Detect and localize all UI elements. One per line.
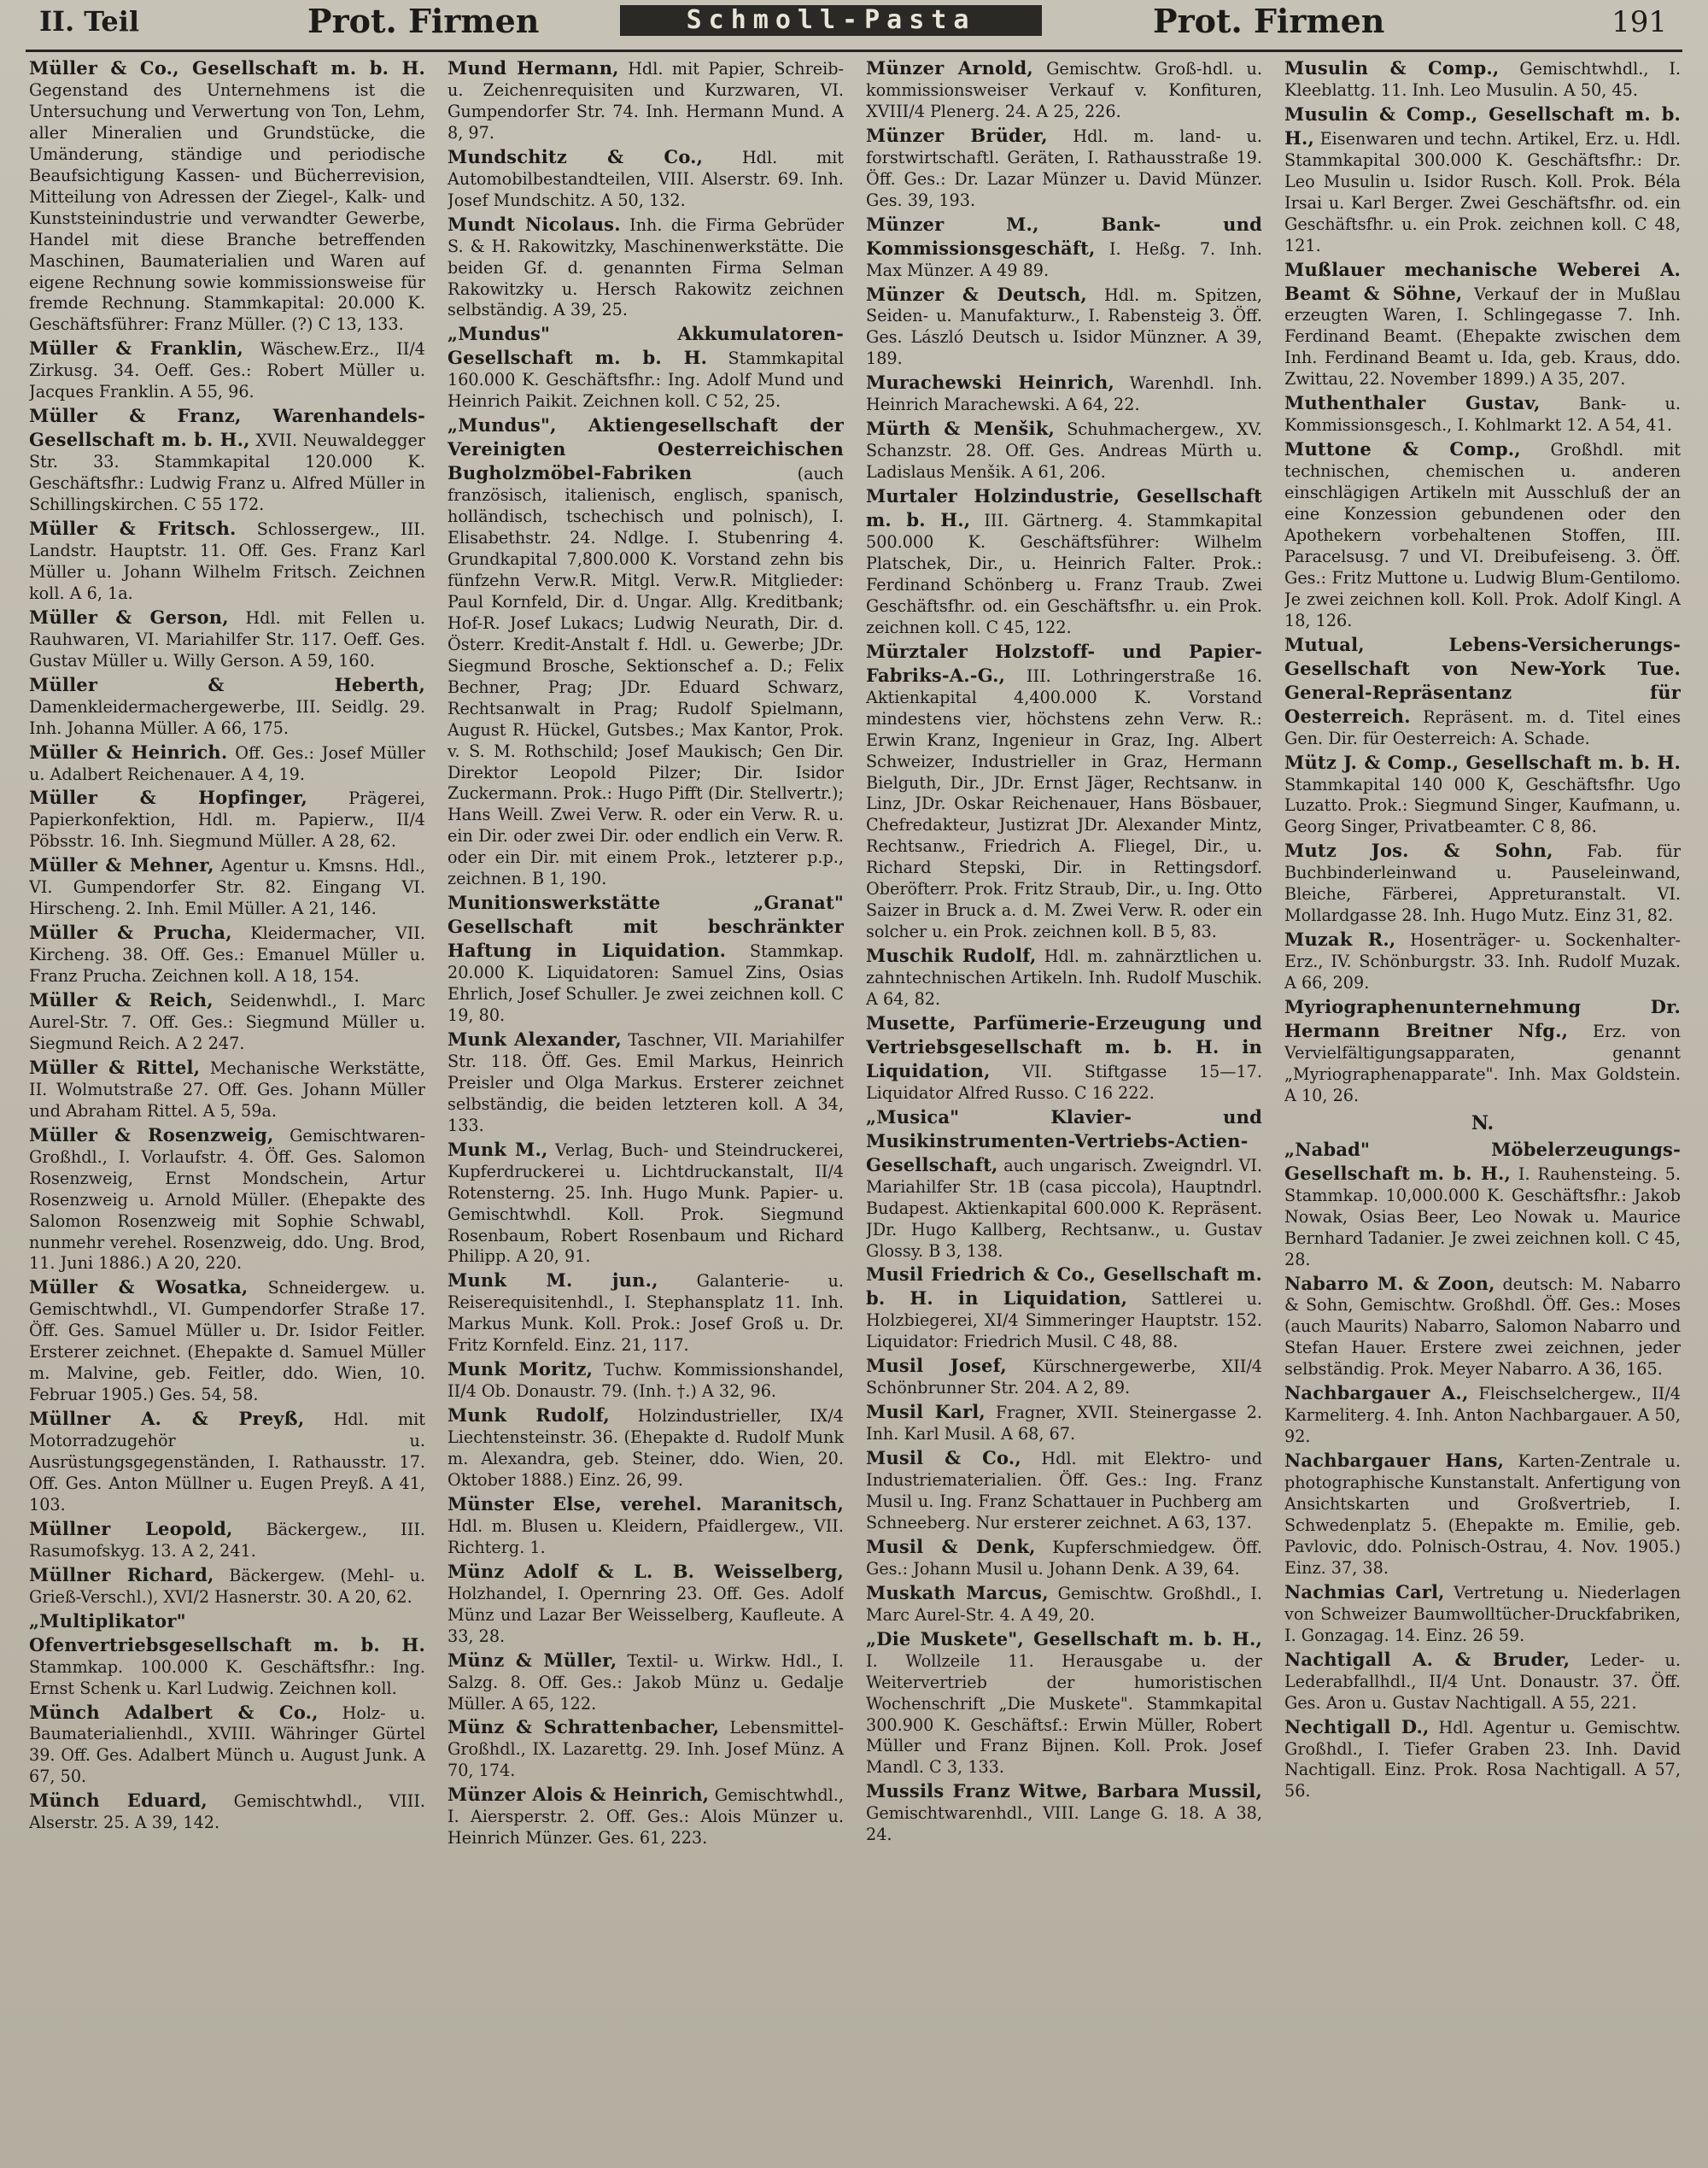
section-letter: N. bbox=[1471, 1111, 1494, 1134]
firm-details: Schlossergew., III. Landstr. Hauptstr. 11. Off. Ges. Franz Karl Müller u. Johann Wilhelm Fritsch. Zeichnen koll. A 6, 1a. bbox=[29, 519, 425, 603]
firm-details: Agentur u. Kmsns. Hdl., VI. Gumpendorfer Str. 82. Eingang VI. Hirscheng. 2. Inh. Emil Müller. A 21, 146. bbox=[29, 856, 425, 919]
firm-details: Schneidergew. u. Gemischtwhdl., VI. Gumpendorfer Straße 17. Öff. Ges. Samuel Müller u. Dr. Isidor Feitler. Ersterer zeichnet. (Ehepakte d. Samuel Müller m. Malvine, geb. Feitler, ddo. Wien, 10. Februar 1905.) Ges. 54, 58. bbox=[29, 1278, 425, 1405]
firm-details: Hosenträger- u. Sockenhalter-Erz., IV. Schönburgstr. 33. Inh. Rudolf Muzak. A 66, 209. bbox=[1284, 930, 1681, 993]
directory-entry bbox=[866, 1105, 1262, 1263]
firm-name: Musil Friedrich & Co., Gesellschaft m. b. H. in Liquidation, bbox=[866, 1263, 1262, 1310]
firm-name: Müller & Franz, Warenhandels-Gesellschaft m. b. H., bbox=[29, 405, 425, 451]
firm-name: Musil Josef, bbox=[866, 1355, 1007, 1377]
directory-entry bbox=[1284, 633, 1681, 750]
firm-details: Hdl. mit Fellen u. Rauhwaren, VI. Mariahilfer Str. 117. Oeff. Ges. Gustav Müller u. Willy Gerson. A 59, 160. bbox=[29, 607, 425, 671]
directory-entry bbox=[866, 484, 1262, 639]
directory-entry bbox=[29, 786, 425, 853]
directory-entry bbox=[29, 1275, 425, 1406]
directory-entry bbox=[1284, 1580, 1681, 1647]
firm-details: Gemischtw. Groß-hdl. u. kommissionsweiser Verkauf v. Konfituren, XVIII/4 Plenerg. 24. A 25, 226. bbox=[866, 59, 1262, 121]
firm-details: Damenkleidermachergewerbe, III. Seidlg. 29. Inh. Johanna Müller. A 66, 175. bbox=[29, 696, 425, 738]
firm-details: Bäckergew. (Mehl- u. Grieß-Verschl.), XVI/2 Hasnerstr. 30. A 20, 62. bbox=[29, 1565, 425, 1607]
directory-entry bbox=[447, 413, 844, 890]
firm-name: Müllner Leopold, bbox=[29, 1517, 233, 1539]
firm-name: Mutz Jos. & Sohn, bbox=[1284, 840, 1553, 862]
directory-entry bbox=[29, 1563, 425, 1608]
directory-entry bbox=[1284, 391, 1681, 437]
firm-name: „Mundus", Aktiengesellschaft der Vereinigten Oesterreichischen Bugholzmöbel-Fabriken bbox=[447, 414, 844, 484]
firm-details: Eisenwaren und techn. Artikel, Erz. u. Hdl. Stammkapital 300.000 K. Geschäftsfhr.: Dr. Leo Musulin u. Isidor Rusch. Koll. Prok. Béla Irsai u. Karl Berger. Zwei Geschäftsfhr. od. ein Geschäftsfhr. u. ein Prok. zeichnen koll. C 48, 121. bbox=[1284, 128, 1681, 255]
firm-details: Prägerei, Papierkonfektion, Hdl. m. Papierw., II/4 Pöbsstr. 16. Inh. Siegmund Müller. A 28, 62. bbox=[29, 788, 425, 852]
directory-entry bbox=[1284, 258, 1681, 391]
firm-details: VII. Stiftgasse 15—17. Liquidator Alfred Russo. C 16 222. bbox=[866, 1061, 1262, 1103]
firm-name: Muschik Rudolf, bbox=[866, 945, 1037, 967]
firm-details: Verkauf der in Mußlau erzeugten Waren, I. Schlingegasse 7. Inh. Ferdinand Beamt. (Ehepakte zwischen dem Inh. Ferdinand Beamt u. Ida, geb. Kraus, ddo. Zwittau, 22. November 1899.) A 35, 207. bbox=[1284, 284, 1681, 390]
directory-entry bbox=[29, 56, 425, 336]
columns bbox=[29, 56, 1681, 2158]
firm-name: Mundschitz & Co., bbox=[447, 145, 704, 167]
page-number: 191 bbox=[1611, 5, 1667, 39]
firm-name: Müller & Hopfinger, bbox=[29, 787, 307, 809]
directory-entry bbox=[1284, 1648, 1681, 1714]
firm-name: Mutual, Lebens-Versicherungs-Gesellschaft von New-York Tue. General-Repräsentanz für Oesterreich. bbox=[1284, 633, 1681, 727]
page-header bbox=[0, 0, 1708, 48]
firm-name: Müller & Gerson, bbox=[29, 606, 229, 628]
firm-name: Müllner A. & Preyß, bbox=[29, 1408, 305, 1430]
column-1 bbox=[29, 56, 425, 2158]
firm-name: Müller & Mehner, bbox=[29, 854, 214, 876]
firm-details: Holzhandel, I. Opernring 23. Off. Ges. Adolf Münz und Lazar Ber Weisselberg, Kaufleute. A 33, 28. bbox=[447, 1583, 844, 1646]
directory-entry bbox=[447, 1649, 844, 1715]
directory-entry bbox=[29, 1517, 425, 1562]
firm-name: Munk M., bbox=[447, 1138, 548, 1160]
firm-details: Stammkapital 140 000 K, Geschäftsfhr. Ugo Luzatto. Prok.: Siegmund Singer, Kaufmann, u. Georg Singer, Privatbeamter. C 8, 86. bbox=[1284, 774, 1681, 837]
firm-details: Inh. die Firma Gebrüder S. & H. Rakowitzky, Maschinenwerkstätte. Die beiden Gf. d. genannten Firma Selman Rakowitzky u. Hersch Rakowitz zeichnen selbständig. A 39, 25. bbox=[447, 214, 844, 320]
firm-details: Gemischtw. Großhdl., I. Marc Aurel-Str. 4. A 49, 20. bbox=[866, 1583, 1262, 1625]
firm-details: Wäschew.Erz., II/4 Zirkusg. 34. Oeff. Ges.: Robert Müller u. Jacques Franklin. A 55, 96. bbox=[29, 339, 425, 402]
firm-details: I. Heßg. 7. Inh. Max Münzer. A 49 89. bbox=[866, 238, 1262, 280]
firm-details: Hdl. Agentur u. Gemischtw. Großhdl., I. Tiefer Graben 23. Inh. David Nachtigall. Einz. Prok. Rosa Nachtigall. A 57, 56. bbox=[1284, 1717, 1681, 1802]
directory-entry bbox=[1284, 437, 1681, 632]
firm-details: Galanterie- u. Reiserequisitenhdl., I. Stephansplatz 11. Inh. Markus Munk. Koll. Prok.: Josef Groß u. Dr. Fritz Kornfeld. Einz. 21, 117. bbox=[447, 1271, 844, 1356]
firm-details: Bäckergew., III. Rasumofskyg. 13. A 2, 241. bbox=[29, 1519, 425, 1561]
firm-details: Stammkapital 160.000 K. Geschäftsfhr.: Ing. Adolf Mund und Heinrich Paikit. Zeichnen koll. C 52, 25. bbox=[447, 349, 844, 412]
firm-details: Repräsent. m. d. Titel eines Gen. Dir. für Oesterreich: A. Schade. bbox=[1284, 706, 1681, 748]
firm-details: Erz. von Vervielfältigungsapparaten, genannt „Myriographenapparate". Inh. Max Goldstein. A 10, 26. bbox=[1284, 1021, 1681, 1105]
directory-entry bbox=[1284, 928, 1681, 994]
firm-details: Schuhmachergew., XV. Schanzstr. 28. Off. Ges. Andreas Mürth u. Ladislaus Menšik. A 61, 206. bbox=[866, 419, 1262, 483]
firm-details: Fab. für Buchbinderleinwand u. Pauseleinwand, Bleiche, Färberei, Appreturanstalt. VI. Mollardgasse 28. Inh. Hugo Mutz. Einz 31, 82. bbox=[1284, 841, 1681, 926]
firm-details: Taschner, VII. Mariahilfer Str. 118. Öff. Ges. Emil Markus, Heinrich Preisler und Olga Markus. Ersterer zeichnet selbständig, die beiden letzteren koll. A 34, 133. bbox=[447, 1029, 844, 1135]
firm-name: „Nabad" Möbelerzeugungs-Gesellschaft m. b. H., bbox=[1284, 1138, 1681, 1184]
firm-name: Münz & Müller, bbox=[447, 1649, 617, 1671]
directory-entry bbox=[866, 1779, 1262, 1846]
firm-details: III. Gärtnerg. 4. Stammkapital 500.000 K. Geschäftsführer: Wilhelm Platschek, Dir., u. Heinrich Falter. Prok.: Ferdinand Schönberg u. Franz Traub. Zwei Geschäftsfhr. od. ein Geschäftsfhr. u. ein Prok. zeichnen koll. C 45, 122. bbox=[866, 511, 1262, 637]
advert-banner: Schmoll-Pasta bbox=[620, 5, 1042, 36]
firm-details: Seidenwhdl., I. Marc Aurel-Str. 7. Off. Ges.: Siegmund Müller u. Siegmund Reich. A 2 247. bbox=[29, 991, 425, 1053]
firm-details: Gemischtwarenhdl., VIII. Lange G. 18. A 38, 24. bbox=[866, 1803, 1262, 1845]
firm-name: Murachewski Heinrich, bbox=[866, 372, 1114, 394]
directory-entry bbox=[447, 891, 844, 1027]
firm-name: Müller & Reich, bbox=[29, 989, 214, 1011]
directory-entry bbox=[1284, 995, 1681, 1107]
firm-name: Mußlauer mechanische Weberei A. Beamt & Söhne, bbox=[1284, 258, 1681, 304]
directory-entry bbox=[866, 1446, 1262, 1534]
directory-entry bbox=[447, 1138, 844, 1269]
directory-entry bbox=[447, 1269, 844, 1356]
firm-name: Mundt Nicolaus. bbox=[447, 213, 621, 235]
directory-entry bbox=[447, 322, 844, 413]
firm-details: Hdl. mit Papier, Schreib- u. Zeichenrequisiten und Kurzwaren, VI. Gumpendorfer Str. 74. Inh. Hermann Mund. A 8, 97. bbox=[447, 59, 844, 143]
firm-details: Tuchw. Kommissionshandel, II/4 Ob. Donaustr. 79. (Inh. †.) A 32, 96. bbox=[447, 1360, 844, 1402]
directory-entry bbox=[1284, 1272, 1681, 1381]
firm-name: Müller & Fritsch. bbox=[29, 518, 237, 540]
directory-entry bbox=[29, 988, 425, 1055]
firm-name: Mürth & Menšik, bbox=[866, 418, 1055, 440]
firm-name: Münzer M., Bank- und Kommissionsgeschäft, bbox=[866, 213, 1262, 259]
directory-entry bbox=[866, 640, 1262, 943]
firm-name: Müller & Wosatka, bbox=[29, 1276, 249, 1298]
firm-details: Verlag, Buch- und Steindruckerei, Kupferdruckerei u. Lichtdruckanstalt, II/4 Rotensterng. 25. Inh. Hugo Munk. Papier- u. Gemischtwhdl. Koll. Prok. Siegmund Rosenbaum, Robert Rosenbaum und Richard Philipp. A 20, 91. bbox=[447, 1140, 844, 1267]
firm-name: Munk Rudolf, bbox=[447, 1404, 610, 1427]
firm-details: Hdl. mit Motorradzugehör u. Ausrüstungsgegenständen, I. Rathausstr. 17. Off. Ges. Anton Müllner u. Eugen Preyß. A 41, 103. bbox=[29, 1409, 425, 1515]
directory-entry bbox=[29, 606, 425, 672]
firm-name: Nachmias Carl, bbox=[1284, 1580, 1445, 1603]
firm-name: Murtaler Holzindustrie, Gesellschaft m. b. H., bbox=[866, 485, 1262, 531]
firm-name: Münz Adolf & L. B. Weisselberg, bbox=[447, 1560, 844, 1582]
directory-entry bbox=[1284, 839, 1681, 927]
firm-name: Nachbargauer A., bbox=[1284, 1382, 1469, 1404]
directory-entry bbox=[447, 1403, 844, 1491]
firm-name: Nabarro M. & Zoon, bbox=[1284, 1272, 1495, 1294]
firm-details: Hdl. mit Elektro- und Industriematerialien. Öff. Ges.: Ing. Franz Musil u. Ing. Franz Schattauer in Puchberg am Schneeberg. Nur ersterer zeichnet. A 63, 137. bbox=[866, 1449, 1262, 1532]
rubric-right: Prot. Firmen bbox=[1153, 2, 1385, 40]
firm-name: Nachtigall A. & Bruder, bbox=[1284, 1648, 1571, 1670]
directory-entry bbox=[866, 283, 1262, 371]
firm-details: I. Wollzeile 11. Herausgabe u. der Weitervertrieb der humoristischen Wochenschrift „Die Muskete". Stammkapital 300.900 K. Geschäftsf.: Erwin Müller, Robert Müller und Franz Bijnen. Koll. Prok. Josef Mandl. C 3, 133. bbox=[866, 1650, 1262, 1778]
column-3 bbox=[866, 56, 1262, 2158]
directory-entry bbox=[447, 1492, 844, 1559]
directory-entry bbox=[866, 56, 1262, 123]
firm-name: Musulin & Comp., Gesellschaft m. b. H., bbox=[1284, 103, 1681, 149]
directory-entry bbox=[866, 1581, 1262, 1626]
directory-entry bbox=[447, 1715, 844, 1782]
directory-entry bbox=[29, 921, 425, 987]
directory-entry bbox=[866, 1400, 1262, 1445]
firm-details: Fleischselchergew., II/4 Karmeliterg. 4. Inh. Anton Nachbargauer. A 50, 92. bbox=[1284, 1384, 1681, 1447]
firm-name: „Musica" Klavier- und Musikinstrumenten-Vertriebs-Actien-Gesellschaft, bbox=[866, 1105, 1262, 1175]
directory-entry bbox=[866, 417, 1262, 483]
firm-name: Muthenthaler Gustav, bbox=[1284, 392, 1541, 414]
firm-details: Gemischtwhdl., I. Aiersperstr. 2. Off. Ges.: Alois Münzer u. Heinrich Münzer. Ges. 61, 223. bbox=[447, 1785, 844, 1849]
directory-entry bbox=[29, 1407, 425, 1516]
directory-entry bbox=[447, 145, 844, 212]
firm-details: Kleidermacher, VII. Kircheng. 38. Off. Ges.: Emanuel Müller u. Franz Prucha. Zeichnen koll. A 18, 154. bbox=[29, 923, 425, 987]
firm-details: III. Lothringerstraße 16. Aktienkapital 4,400.000 K. Vorstand mindestens vier, höchstens zehn Verw. R.: Erwin Kranz, Ingenieur in Graz, Ing. Albert Schweizer, Industrieller in Graz, Hermann Bielguth, Dir., JDr. Ernst Jäger, Rechtsanw. in Linz, JDr. Oskar Reichenauer, Hans Bösbauer, Chefredakteur, Justizrat JDr. Alexander Mintz, Rechtsanw., Friedrich A. Fliegel, Dir., u. Richard Stepski, Dir. in Rettingsdorf. Oberöfterr. Prok. Fritz Straub, Dir., u. Ing. Otto Saizer in Bruck a. d. M. Zwei Verw. R. oder ein solcher u. ein Prok. zeichnen koll. B 5, 83. bbox=[866, 665, 1262, 942]
directory-entry bbox=[866, 1354, 1262, 1399]
firm-name: Müller & Co., Gesellschaft m. b. H. bbox=[29, 57, 425, 79]
directory-entry bbox=[29, 517, 425, 605]
firm-name: Muskath Marcus, bbox=[866, 1581, 1049, 1603]
firm-name: Nechtigall D., bbox=[1284, 1715, 1430, 1737]
firm-details: Warenhdl. Inh. Heinrich Marachewski. A 64, 22. bbox=[866, 373, 1262, 415]
firm-name: Müllner Richard, bbox=[29, 1563, 214, 1585]
firm-name: Münzer Alois & Heinrich, bbox=[447, 1784, 710, 1806]
firm-name: Muzak R., bbox=[1284, 929, 1396, 951]
directory-entry bbox=[866, 213, 1262, 282]
firm-name: Muttone & Comp., bbox=[1284, 438, 1521, 460]
firm-details: Stammkap. 100.000 K. Geschäftsfhr.: Ing. Ernst Schenk u. Karl Ludwig. Zeichnen koll. bbox=[29, 1656, 425, 1698]
firm-name: „Mundus" Akkumulatoren-Gesellschaft m. b. H. bbox=[447, 323, 844, 369]
firm-name: Mütz J. & Comp., Gesellschaft m. b. H. bbox=[1284, 751, 1681, 773]
directory-entry bbox=[866, 944, 1262, 1011]
firm-details: Hdl. m. land- u. forstwirtschaftl. Geräten, I. Rathausstraße 19. Öff. Ges.: Dr. Lazar Münzer u. David Münzer. Ges. 39, 193. bbox=[866, 126, 1262, 210]
directory-entry bbox=[447, 1560, 844, 1648]
firm-details: (auch französisch, italienisch, englisch, spanisch, holländisch, tschechisch und polnisch), I. Elisabethstr. 24. Ndlge. I. Stubenring 4. Grundkapital 7,800.000 K. Vorstand zehn bis fünfzehn Verw.R. Mitgl. Verw.R. Mitglieder: Paul Kornfeld, Dir. d. Ungar. Allg. Kreditbank; Hof-R. Josef Lukacs; Ludwig Neurath, Dir. d. Österr. Kredit-Anstalt f. Hdl. u. Gewerbe; JDr. Siegmund Brosche, Sektionschef a. D.; Felix Bechner, Prag; JDr. Eduard Schwarz, Rechtsanwalt in Prag; Rudolf Spielmann, August R. Hückel, Gutsbes.; Max Kantor, Prok. v. S. M. Rothschild; Josef Maukisch; Gen Dir. Direktor Leopold Pilzer; Dir. Isidor Zuckermann. Prok.: Hugo Pifft (Dir. Stellvertr.); Hans Weill. Zwei Verw. R. oder ein Verw. R. u. ein Dir. oder zwei Dir. oder endlich ein Verw. R. oder ein Dir. mit einem Prok., letzterer p.p., zeichnen. B 1, 190. bbox=[447, 464, 844, 889]
directory-entry bbox=[1284, 1138, 1681, 1271]
directory-entry bbox=[447, 213, 844, 322]
firm-details: Hdl. m. Spitzen, Seiden- u. Manufakturw., I. Rabensteig 3. Öff. Ges. László Deutsch u. Isidor Münzner. A 39, 189. bbox=[866, 284, 1262, 369]
firm-details: Off. Ges.: Josef Müller u. Adalbert Reichenauer. A 4, 19. bbox=[29, 742, 425, 784]
firm-name: Munk Alexander, bbox=[447, 1028, 622, 1050]
firm-details: Großhdl. mit technischen, chemischen u. anderen einschlägigen Artikeln mit Ausschluß der an eine Konzession gebundenen oder den Apothekern vorbehaltenen Stoffen, III. Paracelsusg. 7 und VI. Dreibufeiseng. 3. Öff. Ges.: Fritz Muttone u. Ludwig Blum-Gentilomo. Je zwei zeichnen koll. Koll. Prok. Adolf Kingl. A 18, 126. bbox=[1284, 440, 1681, 630]
firm-name: Mürztaler Holzstoff- und Papier-Fabriks-A.-G., bbox=[866, 640, 1262, 686]
firm-details: Gemischtwaren-Großhdl., I. Vorlaufstr. 4. Öff. Ges. Salomon Rosenzweig, Ernst Mondschein, Artur Rosenzweig u. Arnold Müller. (Ehepakte des Salomon Rosenzweig mit Sophie Schwabl, nunmehr verehel. Rosenzweig, ddo. Ung. Brod, 11. Juni 1886.) A 20, 220. bbox=[29, 1125, 425, 1274]
firm-details: Holzindustrieller, IX/4 Liechtensteinstr. 36. (Ehepakte d. Rudolf Munk m. Alexandra, geb. Steiner, ddo. Wien, 20. Oktober 1888.) Einz. 26, 99. bbox=[447, 1406, 844, 1490]
firm-details: Stammkap. 20.000 K. Liquidatoren: Samuel Zins, Osias Ehrlich, Josef Schuller. Je zwei zeichnen koll. C 19, 80. bbox=[447, 941, 844, 1025]
directory-entry bbox=[1284, 751, 1681, 839]
firm-details: Karten-Zentrale u. photographische Kunstanstalt. Anfertigung von Ansichtskarten und Großvertrieb, I. Schwedenplatz 5. (Ehepakte m. Emilie, geb. Pavlovic, ddo. Polnisch-Ostrau, 4. Nov. 1905.) Einz. 37, 38. bbox=[1284, 1451, 1681, 1578]
firm-details: Gemischtwhdl., I. Kleeblattg. 11. Inh. Leo Musulin. A 50, 45. bbox=[1284, 59, 1681, 100]
firm-name: Münch Eduard, bbox=[29, 1790, 208, 1812]
firm-details: auch ungarisch. Zweigndrl. VI. Mariahilfer Str. 1B (casa piccola), Hauptndrl. Budapest. Aktienkapital 600.000 K. Repräsent. JDr. Hugo Kallberg, Rechtsanw., u. Gustav Glossy. B 3, 138. bbox=[866, 1155, 1262, 1261]
firm-details: Leder- u. Lederabfallhdl., II/4 Unt. Donaustr. 37. Öff. Ges. Aron u. Gustav Nachtigall. A 55, 221. bbox=[1284, 1649, 1681, 1713]
firm-details: Lebensmittel-Großhdl., IX. Lazarettg. 29. Inh. Josef Münz. A 70, 174. bbox=[447, 1718, 844, 1781]
firm-name: Müller & Rosenzweig, bbox=[29, 1123, 274, 1146]
directory-entry bbox=[866, 371, 1262, 416]
firm-name: Munk M. jun., bbox=[447, 1269, 658, 1292]
firm-name: Mussils Franz Witwe, Barbara Mussil, bbox=[866, 1780, 1262, 1802]
directory-entry bbox=[29, 404, 425, 516]
directory-entry bbox=[1284, 1381, 1681, 1448]
firm-details: Fragner, XVII. Steinergasse 2. Inh. Karl Musil. A 68, 67. bbox=[866, 1403, 1262, 1444]
firm-name: Musil Karl, bbox=[866, 1401, 986, 1423]
firm-name: Musette, Parfümerie-Erzeugung und Vertriebsgesellschaft m. b. H. in Liquidation, bbox=[866, 1011, 1262, 1081]
firm-name: Münzer Arnold, bbox=[866, 57, 1033, 79]
firm-name: Müller & Franklin, bbox=[29, 337, 244, 360]
firm-details: Hdl. m. zahnärztlichen u. zahntechnischen Artikeln. Inh. Rudolf Muschik. A 64, 82. bbox=[866, 946, 1262, 1010]
directory-entry bbox=[447, 56, 844, 144]
firm-name: Münzer Brüder, bbox=[866, 124, 1048, 146]
firm-details: Textil- u. Wirkw. Hdl., I. Salzg. 8. Off. Ges.: Jakob Münz u. Gedalje Müller. A 65, 122. bbox=[447, 1650, 844, 1714]
firm-name: Mund Hermann, bbox=[447, 57, 619, 79]
firm-name: Musil & Denk, bbox=[866, 1535, 1036, 1557]
part-label: II. Teil bbox=[39, 5, 140, 38]
firm-name: Münz & Schrattenbacher, bbox=[447, 1716, 720, 1738]
directory-entry bbox=[866, 1263, 1262, 1353]
firm-name: Musil & Co., bbox=[866, 1447, 1021, 1469]
directory-entry bbox=[1284, 56, 1681, 102]
directory-entry bbox=[29, 337, 425, 403]
firm-details: Hdl. mit Automobilbestandteilen, VIII. Alserstr. 69. Inh. Josef Mundschitz. A 50, 132. bbox=[447, 147, 844, 210]
directory-entry bbox=[29, 1609, 425, 1700]
firm-name: Müller & Heinrich. bbox=[29, 741, 228, 763]
firm-details: I. Rauhensteing. 5. Stammkap. 10,000.000 K. Geschäftsfhr.: Jakob Nowak, Osias Beer, Leo Nowak u. Maurice Bernhard Tadanier. Je zwei zeichnen koll. C 45, 28. bbox=[1284, 1163, 1681, 1269]
firm-name: Munk Moritz, bbox=[447, 1358, 594, 1380]
firm-name: „Multiplikator" Ofenvertriebsgesellschaft m. b. H. bbox=[29, 1609, 425, 1655]
directory-entry bbox=[447, 1028, 844, 1137]
directory-entry bbox=[1284, 1449, 1681, 1579]
firm-name: Münch Adalbert & Co., bbox=[29, 1701, 319, 1723]
firm-details: Holz- u. Baumaterialienhdl., XVIII. Währinger Gürtel 39. Off. Ges. Adalbert Münch u. August Junk. A 67, 50. bbox=[29, 1702, 425, 1787]
firm-details: Gemischtwhdl., VIII. Alserstr. 25. A 39, 142. bbox=[29, 1791, 425, 1833]
column-4 bbox=[1284, 56, 1681, 2158]
directory-entry bbox=[447, 1783, 844, 1849]
firm-name: Nachbargauer Hans, bbox=[1284, 1450, 1505, 1472]
directory-entry bbox=[866, 1535, 1262, 1580]
directory-entry bbox=[447, 1357, 844, 1403]
firm-details: Mechanische Werkstätte, II. Wolmutstraße 27. Off. Ges. Johann Müller und Abraham Rittel. A 5, 59a. bbox=[29, 1058, 425, 1121]
firm-name: „Die Muskete", Gesellschaft m. b. H., bbox=[866, 1627, 1262, 1649]
directory-entry bbox=[29, 853, 425, 920]
firm-details: Hdl. m. Blusen u. Kleidern, Pfaidlergew., VII. Richterg. 1. bbox=[447, 1515, 844, 1557]
directory-entry bbox=[29, 1701, 425, 1789]
firm-name: Musulin & Comp., bbox=[1284, 57, 1500, 79]
directory-entry bbox=[1284, 103, 1681, 257]
column-2 bbox=[447, 56, 844, 2158]
firm-name: Münzer & Deutsch, bbox=[866, 283, 1087, 305]
directory-entry bbox=[1284, 1715, 1681, 1803]
directory-entry bbox=[29, 1789, 425, 1834]
directory-entry bbox=[29, 673, 425, 740]
directory-entry bbox=[866, 1011, 1262, 1105]
firm-details: Gegenstand des Unternehmens ist die Untersuchung und Verwertung von Ton, Lehm, aller Mineralien und Grundstücke, die Umänderung, ständige und periodische Beaufsichtigung Kassen- und Bücherrevision, Mitteilung von Adressen der Ziegel-, Kalk- und Kunststeinindustrie und verwandter Gewerbe, Handel mit diese Branche betreffenden Maschinen, Baumaterialien und Waren auf eigene Rechnung sowie kommissionsweise für fremde Rechnung. Stammkapital: 20.000 K. Geschäftsführer: Franz Müller. (?) C 13, 133. bbox=[29, 79, 425, 335]
firm-name: Müller & Prucha, bbox=[29, 922, 232, 944]
firm-name: Müller & Heberth, bbox=[29, 673, 425, 695]
firm-details: deutsch: M. Nabarro & Sohn, Gemischtw. Großhdl. Öff. Ges.: Moses (auch Maurits) Nabarro, Salomon Nabarro und Stefan Hauer. Erstere zwei zeichnen, jeder selbständig. Prok. Meyer Nabarro. A 36, 165. bbox=[1284, 1274, 1681, 1380]
firm-name: Münster Else, verehel. Maranitsch, bbox=[447, 1492, 844, 1515]
firm-details: Kupferschmiedgew. Öff. Ges.: Johann Musil u. Johann Denk. A 39, 64. bbox=[866, 1537, 1262, 1579]
firm-details: Sattlerei u. Holzbiegerei, XI/4 Simmeringer Hauptstr. 152. Liquidator: Friedrich Musil. C 48, 88. bbox=[866, 1289, 1262, 1352]
header-rule bbox=[26, 50, 1682, 52]
firm-details: XVII. Neuwaldegger Str. 33. Stammkapital 120.000 K. Geschäftsfhr.: Ludwig Franz u. Alfred Müller in Schillingskirchen. C 55 172. bbox=[29, 431, 425, 515]
firm-details: Vertretung u. Niederlagen von Schweizer Baumwolltücher-Druckfabriken, I. Gonzagag. 14. Einz. 26 59. bbox=[1284, 1582, 1681, 1645]
directory-entry bbox=[866, 1627, 1262, 1779]
firm-name: Myriographenunternehmung Dr. Hermann Breitner Nfg., bbox=[1284, 996, 1681, 1041]
directory-entry bbox=[29, 741, 425, 786]
rubric-left: Prot. Firmen bbox=[307, 2, 540, 40]
directory-entry bbox=[866, 124, 1262, 212]
firm-details: Kürschnergewerbe, XII/4 Schönbrunner Str. 204. A 2, 89. bbox=[866, 1356, 1262, 1398]
directory-entry bbox=[29, 1123, 425, 1275]
directory-entry bbox=[29, 1056, 425, 1122]
firm-name: Munitionswerkstätte „Granat" Gesellschaft mit beschränkter Haftung in Liquidation. bbox=[447, 892, 844, 962]
firm-name: Müller & Rittel, bbox=[29, 1056, 201, 1078]
firm-details: Bank- u. Kommissionsgesch., I. Kohlmarkt 12. A 54, 41. bbox=[1284, 394, 1681, 436]
